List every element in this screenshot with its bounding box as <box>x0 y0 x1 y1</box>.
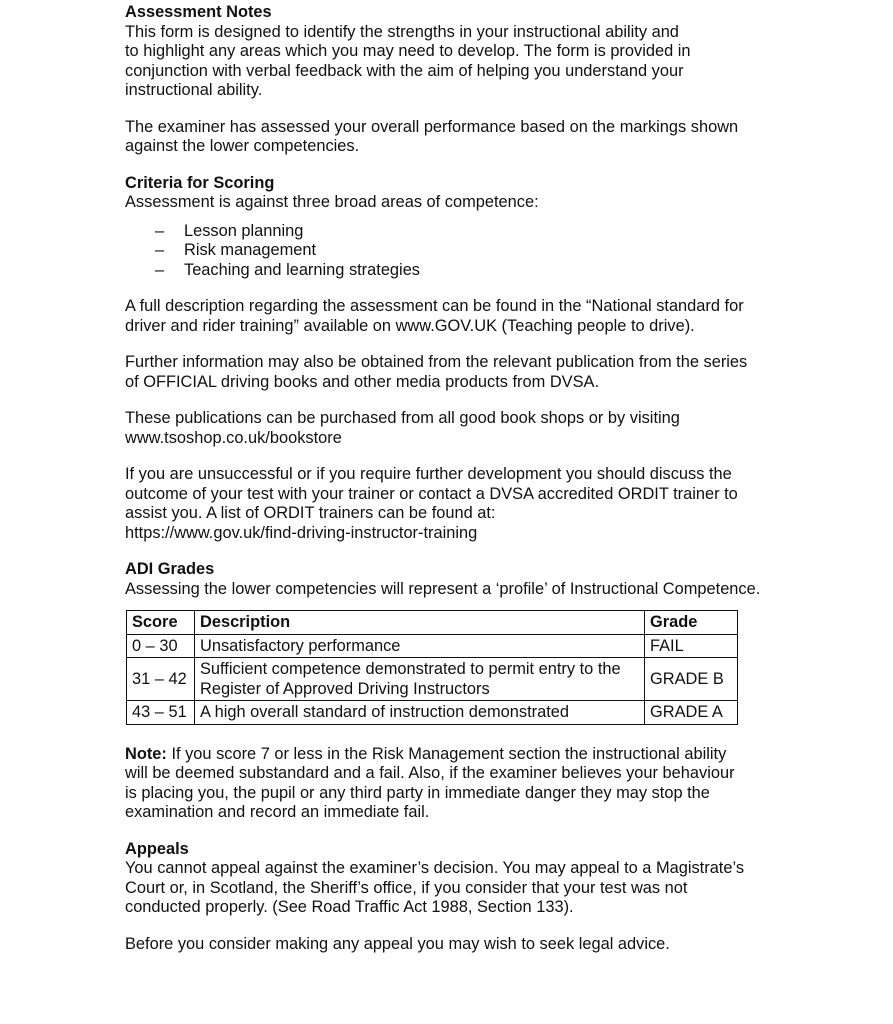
list-item-text: Teaching and learning strategies <box>184 260 420 279</box>
column-header-description: Description <box>195 611 645 635</box>
appeals-paragraph-2: Before you consider making any appeal you may wish to seek legal advice. <box>125 934 670 953</box>
assessment-notes-heading: Assessment Notes <box>125 3 272 21</box>
text-line: Further information may also be obtained from the relevant publication from the series <box>125 353 748 371</box>
column-header-grade: Grade <box>645 611 738 635</box>
adi-grades-heading: ADI Grades <box>125 560 215 578</box>
text-line: driver and rider training” available on www.GOV.UK (Teaching people to drive). <box>125 316 695 335</box>
further-information-paragraph <box>125 353 780 392</box>
table-row <box>127 658 738 701</box>
text-line: This form is designed to identify the strengths in your instructional ability and <box>125 22 679 41</box>
text-line: assist you. A list of ORDIT trainers can be found at: <box>125 504 496 522</box>
text-line: examination and record an immediate fail. <box>125 803 430 821</box>
criteria-heading: Criteria for Scoring <box>125 173 275 192</box>
text-line: instructional ability. <box>125 81 263 99</box>
description-cell: A high overall standard of instruction demonstrated <box>195 701 645 725</box>
table-header-row <box>127 611 738 635</box>
text-line: www.tsoshop.co.uk/bookstore <box>125 428 342 447</box>
text-line: Court or, in Scotland, the Sheriff’s office, if you consider that your test was not <box>125 878 688 897</box>
appeals-section <box>125 840 780 955</box>
grade-cell: FAIL <box>645 634 738 658</box>
text-line: https://www.gov.uk/find-driving-instructor-training <box>125 523 478 542</box>
list-item-text: Lesson planning <box>184 221 304 240</box>
assessment-notes-section <box>125 3 780 157</box>
dash-bullet: – <box>155 221 165 240</box>
adi-grades-section <box>125 560 780 725</box>
table-row <box>127 634 738 658</box>
text-line: Sufficient competence demonstrated to permit entry to the <box>200 660 621 678</box>
text-line: These publications can be purchased from all good book shops or by visiting <box>125 409 680 427</box>
text-line: conjunction with verbal feedback with the aim of helping you understand your <box>125 61 684 80</box>
description-cell: Unsatisfactory performance <box>195 634 645 658</box>
criteria-section <box>125 174 780 544</box>
text-line: conducted properly. (See Road Traffic Act 1988, Section 133). <box>125 898 574 916</box>
list-item <box>125 241 780 261</box>
appeals-heading: Appeals <box>125 839 189 858</box>
text-line: A full description regarding the assessment can be found in the “National standard for <box>125 297 744 315</box>
text-line: If you are unsuccessful or if you require further development you should discuss the <box>125 465 732 483</box>
list-item-text: Risk management <box>184 241 317 259</box>
adi-grades-intro: Assessing the lower competencies will represent a ‘profile’ of Instructional Competence. <box>125 579 761 598</box>
text-line: to highlight any areas which you may need to develop. The form is provided in <box>125 42 691 60</box>
competence-list <box>125 222 780 281</box>
text-line: will be deemed substandard and a fail. Also, if the examiner believes your behaviour <box>125 764 735 782</box>
grades-table <box>126 610 738 725</box>
grade-cell: GRADE B <box>645 658 738 701</box>
dash-bullet: – <box>155 260 165 279</box>
list-item <box>125 222 780 242</box>
text-line: of OFFICIAL driving books and other media products from DVSA. <box>125 372 600 391</box>
national-standard-paragraph <box>125 297 780 336</box>
score-cell: 31 – 42 <box>127 658 195 701</box>
text-line: outcome of your test with your trainer or contact a DVSA accredited ORDIT trainer to <box>125 484 738 503</box>
table-row <box>127 701 738 725</box>
assessment-notes-paragraph-2 <box>125 118 780 157</box>
text-line: You cannot appeal against the examiner’s decision. You may appeal to a Magistrate’s <box>125 859 745 877</box>
text-line: Register of Approved Driving Instructors <box>200 679 490 698</box>
assessment-notes-paragraph-1 <box>125 23 780 101</box>
appeals-paragraph-1 <box>125 859 780 918</box>
unsuccessful-paragraph <box>125 465 780 543</box>
purchase-paragraph <box>125 409 780 448</box>
list-item <box>125 261 780 281</box>
dash-bullet: – <box>155 241 165 259</box>
text-line: is placing you, the pupil or any third party in immediate danger they may stop the <box>125 783 710 802</box>
description-cell <box>195 658 645 701</box>
text-line <box>125 745 780 765</box>
note-paragraph <box>125 745 780 823</box>
note-first-line: If you score 7 or less in the Risk Management section the instructional ability <box>166 744 727 763</box>
text-line: against the lower competencies. <box>125 137 360 155</box>
score-cell: 43 – 51 <box>127 701 195 725</box>
criteria-intro: Assessment is against three broad areas of competence: <box>125 193 539 211</box>
note-label: Note: <box>125 744 167 763</box>
score-cell: 0 – 30 <box>127 634 195 658</box>
grade-cell: GRADE A <box>645 701 738 725</box>
note-section <box>125 745 780 823</box>
text-line: The examiner has assessed your overall performance based on the markings shown <box>125 117 739 136</box>
document-page <box>125 0 780 954</box>
column-header-score: Score <box>127 611 195 635</box>
